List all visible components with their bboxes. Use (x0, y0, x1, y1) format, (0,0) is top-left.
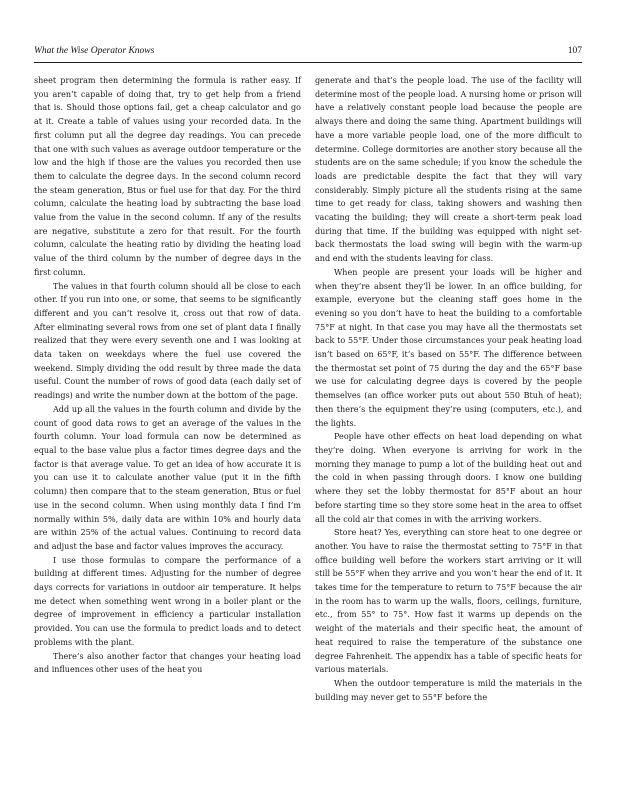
paragraph: When people are present your loads will be higher and when they’re absent they’ll be lower. In an office building, for example, everyone but the cleaning staff goes home in the evening so you don’t have to heat the building to a comfortable 75°F at night. In that case you may have all the thermostats set back to 55°F. Under those circumstances your peak heating load isn’t based on 65°F, it’s based on 55°F. The difference between the thermostat set point of 75 during the day and the 65°F base we use for calculating degree days is covered by the people themselves (an office worker puts out about 550 Btuh of heat); then there’s the equipment they’re using (computers, etc.), and the lights. (315, 267, 582, 428)
running-header (34, 46, 582, 62)
paragraph: sheet program then determining the formula is rather easy. If you aren’t capable of doing that, try to get help from a friend that is. Should those options fail, get a cheap calculator and go at it. Create a table of values using your recorded data. In the first column put all the degree day readings. You can precede that one with such values as average outdoor temperature or the low and the high if those are the values you recorded then use them to calculate the degree days. In the second column record the steam generation, Btus or fuel use for that day. For the third column, calculate the heating load by subtracting the base load value from the value in the second column. If any of the results are negative, substitute a zero for that result. For the fourth column, calculate the heating ratio by dividing the heating load value of the third column by the number of degree days in the first column. (34, 76, 301, 277)
paragraph: There’s also another factor that changes your heating load and influences other uses of the heat you (34, 651, 301, 675)
paragraph: When the outdoor temperature is mild the materials in the building may never get to 55°F before the (315, 678, 582, 702)
paragraph: I use those formulas to compare the performance of a building at different times. Adjusting for the number of degree days corrects for variations in outdoor air temperature. It helps me detect when something went wrong in a boiler plant or the degree of improvement in efficiency a particular installation provided. You can use the formula to predict loads and to detect problems with the plant. (34, 555, 301, 647)
page-number: 107 (567, 46, 582, 56)
header-rule (34, 62, 582, 63)
paragraph: People have other effects on heat load depending on what they’re doing. When everyone is arriving for work in the morning they manage to pump a lot of the building heat out and the cold in when passing through doors. I know one building where they set the lobby thermostat for 85°F about an hour before starting time so they store some heat in the area to offset all the cold air that comes in with the arriving workers. (315, 432, 582, 524)
running-title: What the Wise Operator Knows (34, 46, 155, 56)
right-column (315, 74, 582, 704)
left-column (34, 74, 301, 677)
paragraph: The values in that fourth column should all be close to each other. If you run into one, or some, that seems to be significantly different and you can’t resolve it, cross out that row of data. After eliminating several rows from one set of plant data I finally realized that they were every seventh one and I was looking at data taken on weekdays where the fuel use covered the weekend. Simply dividing the odd result by three made the data useful. Count the number of rows of good data (each daily set of readings) and write the number down at the bottom of the page. (34, 281, 301, 401)
paragraph: Add up all the values in the fourth column and divide by the count of good data rows to get an average of the values in the fourth column. Your load formula can now be determined as equal to the base value plus a factor times degree days and the factor is that average value. To get an idea of how accurate it is you can use it to calculate another value (put it in the fifth column) then compare that to the steam generation, Btus or fuel use in the second column. When using monthly data I find I’m normally within 5%, daily data are within 10% and hourly data are within 25% of the actual values. Continuing to record data and adjust the base and factor values improves the accuracy. (34, 404, 301, 551)
paragraph: Store heat? Yes, everything can store heat to one degree or another. You have to raise the thermostat setting to 75°F in that office building well before the workers start arriving or it will still be 55°F when they arrive and you won’t hear the end of it. It takes time for the temperature to return to 75°F because the air in the room has to warm up the walls, floors, ceilings, furniture, etc., from 55° to 75°. How fast it warms up depends on the weight of the materials and their specific heat, the amount of heat required to raise the temperature of the substance one degree Fahrenheit. The appendix has a table of specific heats for various materials. (315, 528, 582, 675)
paragraph: generate and that’s the people load. The use of the facility will determine most of the people load. A nursing home or prison will have a relatively constant people load because the people are always there and doing the same thing. Apartment buildings will have a more variable people load, one of the more difficult to determine. College dormitories are another story because all the students are on the same schedule; if you know the schedule the loads are predictable despite the fact that they will vary considerably. Simply picture all the students rising at the same time to get ready for class, taking showers and washing then vacating the building; they will create a short-term peak load during that time. If the building was equipped with night set-back thermostats the load swing will begin with the warm-up and end with the students leaving for class. (315, 76, 582, 264)
